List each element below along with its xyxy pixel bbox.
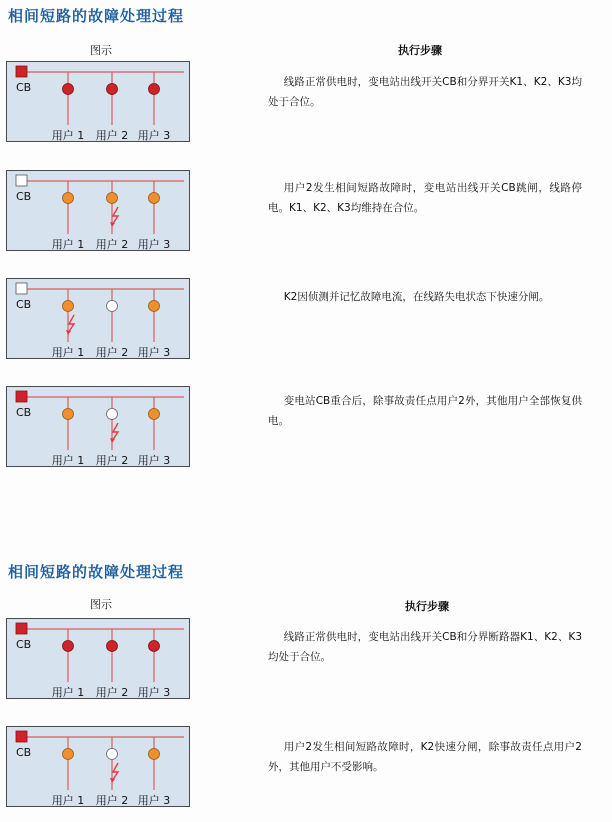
- single-line-diagram: [6, 618, 190, 699]
- switch-k3-icon: [149, 641, 160, 652]
- cb-label: CB: [16, 81, 32, 94]
- step-text-s1-r2: 用户2发生相间短路故障时，变电站出线开关CB跳闸，线路停电。K1、K2、K3均维持在合位。: [268, 182, 582, 214]
- switch-k2-icon: [107, 749, 118, 760]
- single-line-diagram: [6, 170, 190, 251]
- user-label-1: 用户 1: [51, 454, 85, 467]
- step-text-s2-r1: 线路正常供电时，变电站出线开关CB和分界断路器K1、K2、K3均处于合位。: [268, 631, 582, 663]
- user-label-1: 用户 1: [51, 346, 85, 359]
- section-1-title: 相间短路的故障处理过程: [8, 7, 185, 25]
- switch-k3-icon: [149, 193, 160, 204]
- switch-k3-icon: [149, 749, 160, 760]
- user-label-2: 用户 2: [95, 346, 129, 359]
- step-text-s2-r2: 用户2发生相间短路故障时，K2快速分闸，除事故责任点用户2外，其他用户不受影响。: [268, 741, 582, 773]
- switch-k3-icon: [149, 84, 160, 95]
- step-text-s1-r1: 线路正常供电时，变电站出线开关CB和分界开关K1、K2、K3均处于合位。: [268, 76, 582, 108]
- diagram-s1-r2: [6, 170, 190, 251]
- cb-breaker-icon: [16, 283, 27, 294]
- user-label-1: 用户 1: [51, 129, 85, 142]
- user-label-2: 用户 2: [95, 794, 129, 807]
- user-label-1: 用户 1: [51, 238, 85, 251]
- diagram-s1-r3: [6, 278, 190, 359]
- switch-k2-icon: [107, 409, 118, 420]
- switch-k1-icon: [63, 84, 74, 95]
- diagram-s1-r1: [6, 61, 190, 142]
- switch-k1-icon: [63, 409, 74, 420]
- cb-label: CB: [16, 190, 32, 203]
- cb-breaker-icon: [16, 175, 27, 186]
- single-line-diagram: [6, 726, 190, 807]
- cb-breaker-icon: [16, 731, 27, 742]
- single-line-diagram: [6, 386, 190, 467]
- switch-k1-icon: [63, 749, 74, 760]
- switch-k1-icon: [63, 193, 74, 204]
- cb-breaker-icon: [16, 623, 27, 634]
- cb-label: CB: [16, 298, 32, 311]
- user-label-3: 用户 3: [137, 346, 171, 359]
- cb-breaker-icon: [16, 391, 27, 402]
- user-label-1: 用户 1: [51, 794, 85, 807]
- user-label-3: 用户 3: [137, 454, 171, 467]
- switch-k2-icon: [107, 193, 118, 204]
- user-label-2: 用户 2: [95, 238, 129, 251]
- user-label-3: 用户 3: [137, 686, 171, 699]
- steps-column-label: 执行步骤: [398, 44, 442, 57]
- cb-breaker-icon: [16, 66, 27, 77]
- step-text-s1-r4: 变电站CB重合后，除事故责任点用户2外，其他用户全部恢复供电。: [268, 395, 582, 427]
- switch-k1-icon: [63, 641, 74, 652]
- diagram-s1-r4: [6, 386, 190, 467]
- user-label-2: 用户 2: [95, 129, 129, 142]
- user-label-2: 用户 2: [95, 454, 129, 467]
- switch-k3-icon: [149, 409, 160, 420]
- switch-k2-icon: [107, 641, 118, 652]
- user-label-2: 用户 2: [95, 686, 129, 699]
- diagram-column-label: 图示: [90, 44, 112, 57]
- steps-column-label-2: 执行步骤: [405, 600, 449, 613]
- switch-k3-icon: [149, 301, 160, 312]
- diagram-s2-r2: [6, 726, 190, 807]
- switch-k1-icon: [63, 301, 74, 312]
- single-line-diagram: [6, 278, 190, 359]
- diagram-s2-r1: [6, 618, 190, 699]
- switch-k2-icon: [107, 84, 118, 95]
- cb-label: CB: [16, 746, 32, 759]
- single-line-diagram: [6, 61, 190, 142]
- user-label-3: 用户 3: [137, 129, 171, 142]
- section-2-title: 相间短路的故障处理过程: [8, 563, 185, 581]
- user-label-3: 用户 3: [137, 238, 171, 251]
- switch-k2-icon: [107, 301, 118, 312]
- diagram-column-label-2: 图示: [90, 598, 112, 611]
- cb-label: CB: [16, 638, 32, 651]
- user-label-1: 用户 1: [51, 686, 85, 699]
- step-text-s1-r3: K2因侦测并记忆故障电流，在线路失电状态下快速分闸。: [283, 291, 550, 303]
- cb-label: CB: [16, 406, 32, 419]
- user-label-3: 用户 3: [137, 794, 171, 807]
